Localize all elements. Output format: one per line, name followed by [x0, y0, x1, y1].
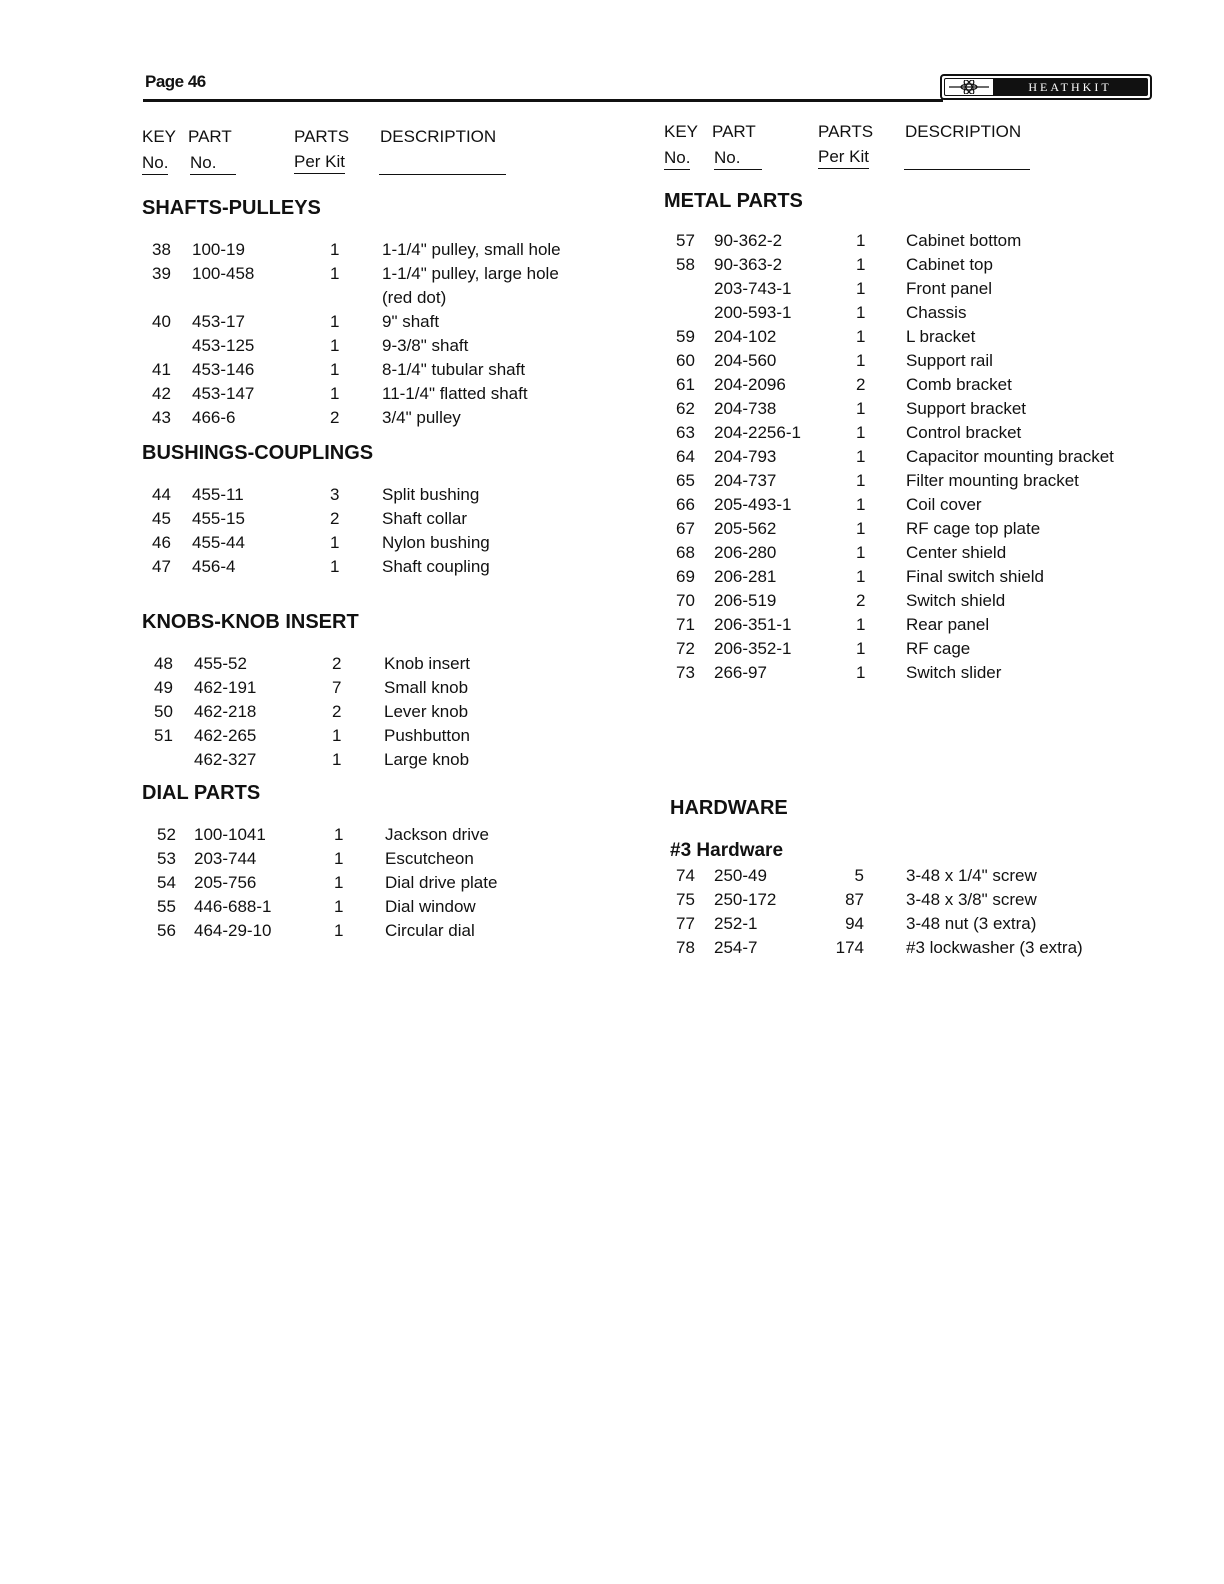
quantity: 2: [330, 509, 340, 528]
part-no: 453-125: [192, 336, 255, 355]
table-row: [142, 533, 642, 557]
table-row: [664, 327, 1164, 351]
key-no: 39: [152, 264, 171, 283]
quantity: 2: [332, 654, 342, 673]
bushings-table: [142, 485, 642, 581]
description: Cabinet bottom: [906, 231, 1022, 250]
description: 3/4" pulley: [382, 408, 461, 427]
header-part-no: No.: [714, 148, 762, 170]
key-no: 58: [676, 255, 695, 274]
description: RF cage top plate: [906, 519, 1041, 538]
metal-parts-table: [664, 231, 1164, 687]
key-no: 63: [676, 423, 695, 442]
section-title: DIAL PARTS: [142, 782, 261, 804]
part-no: 205-756: [194, 873, 257, 892]
description: 3-48 nut (3 extra): [906, 914, 1037, 933]
quantity: 1: [332, 750, 342, 769]
page-number: Page 46: [145, 72, 206, 91]
quantity: 2: [856, 375, 866, 394]
key-no: 74: [676, 866, 695, 885]
key-no: 61: [676, 375, 695, 394]
description: Rear panel: [906, 615, 990, 634]
part-no: 90-362-2: [714, 231, 783, 250]
header-key: KEY: [664, 122, 699, 141]
key-no: 52: [157, 825, 176, 844]
part-no: 100-19: [192, 240, 245, 259]
description: Front panel: [906, 279, 992, 298]
description: Switch shield: [906, 591, 1006, 610]
description: Nylon bushing: [382, 533, 490, 552]
column-header: [142, 125, 642, 185]
table-row: [142, 485, 642, 509]
key-no: 53: [157, 849, 176, 868]
key-no: 56: [157, 921, 176, 940]
quantity: 1: [856, 231, 866, 250]
description: Small knob: [384, 678, 469, 697]
key-no: 44: [152, 485, 171, 504]
part-no: 250-49: [714, 866, 767, 885]
part-no: 204-2256-1: [714, 423, 801, 442]
quantity: 1: [856, 351, 866, 370]
description: Knob insert: [384, 654, 470, 673]
quantity: 1: [330, 384, 340, 403]
key-no: 47: [152, 557, 171, 576]
quantity: 2: [332, 702, 342, 721]
header-key-no: No.: [142, 153, 168, 175]
description: Support rail: [906, 351, 993, 370]
description: Coil cover: [906, 495, 982, 514]
description: Pushbutton: [384, 726, 471, 745]
key-no: 70: [676, 591, 695, 610]
description: Shaft coupling: [382, 557, 490, 576]
part-no: 206-352-1: [714, 639, 792, 658]
key-no: 72: [676, 639, 695, 658]
quantity: 5: [854, 866, 864, 885]
key-no: 77: [676, 914, 695, 933]
quantity: 7: [332, 678, 342, 697]
part-no: 466-6: [192, 408, 236, 427]
part-no: 206-281: [714, 567, 777, 586]
quantity: 1: [330, 557, 340, 576]
table-row: [142, 557, 642, 581]
part-no: 464-29-10: [194, 921, 272, 940]
description: 3-48 x 1/4" screw: [906, 866, 1037, 885]
key-no: 62: [676, 399, 695, 418]
description: Comb bracket: [906, 375, 1012, 394]
quantity: 1: [334, 825, 344, 844]
quantity: 1: [332, 726, 342, 745]
header-key: KEY: [142, 127, 177, 146]
header-key-no: No.: [664, 148, 690, 170]
table-row: [664, 591, 1164, 615]
column-header: [664, 120, 1164, 180]
quantity: 2: [330, 408, 340, 427]
part-no: 455-15: [192, 509, 245, 528]
quantity: 3: [330, 485, 340, 504]
part-no: 204-738: [714, 399, 777, 418]
section-title: KNOBS-KNOB INSERT: [142, 611, 359, 633]
description: Filter mounting bracket: [906, 471, 1079, 490]
table-row: [142, 288, 642, 312]
header-rule: [143, 99, 943, 102]
header-part: PART: [188, 127, 232, 146]
quantity: 1: [330, 533, 340, 552]
table-row: [664, 495, 1164, 519]
table-row: [664, 303, 1164, 327]
key-no: 46: [152, 533, 171, 552]
table-row: [142, 312, 642, 336]
table-row: [664, 866, 1164, 890]
quantity: 1: [334, 921, 344, 940]
header-parts: PARTS: [818, 122, 874, 141]
quantity: 94: [845, 914, 864, 933]
table-row: [142, 825, 642, 849]
description: Lever knob: [384, 702, 469, 721]
part-no: 100-1041: [194, 825, 266, 844]
part-no: 205-562: [714, 519, 777, 538]
heathkit-logo: [940, 74, 1152, 100]
section-title: HARDWARE: [670, 797, 788, 819]
quantity: 1: [856, 519, 866, 538]
header-parts: PARTS: [294, 127, 350, 146]
table-row: [142, 240, 642, 264]
key-no: 51: [154, 726, 173, 745]
quantity: 1: [856, 303, 866, 322]
description: Large knob: [384, 750, 470, 769]
quantity: 2: [856, 591, 866, 610]
table-row: [664, 279, 1164, 303]
header-description-line: [379, 153, 506, 175]
header-description: DESCRIPTION: [905, 122, 1022, 141]
table-row: [142, 873, 642, 897]
description: #3 lockwasher (3 extra): [906, 938, 1083, 957]
table-row: [664, 255, 1164, 279]
description: Switch slider: [906, 663, 1002, 682]
table-row: [664, 423, 1164, 447]
quantity: 1: [856, 663, 866, 682]
key-no: 49: [154, 678, 173, 697]
quantity: 1: [856, 639, 866, 658]
table-row: [142, 654, 642, 678]
quantity: 1: [330, 360, 340, 379]
part-no: 455-11: [192, 485, 244, 504]
atom-icon: [945, 79, 993, 95]
part-no: 203-743-1: [714, 279, 792, 298]
table-row: [142, 408, 642, 432]
part-no: 266-97: [714, 663, 767, 682]
table-row: [664, 471, 1164, 495]
description: Capacitor mounting bracket: [906, 447, 1114, 466]
part-no: 204-793: [714, 447, 777, 466]
table-row: [142, 360, 642, 384]
part-no: 462-191: [194, 678, 257, 697]
part-no: 455-52: [194, 654, 247, 673]
key-no: 54: [157, 873, 176, 892]
table-row: [664, 519, 1164, 543]
table-row: [142, 726, 642, 750]
part-no: 204-2096: [714, 375, 786, 394]
table-row: [664, 375, 1164, 399]
description: Circular dial: [385, 921, 475, 940]
key-no: 75: [676, 890, 695, 909]
section-title: SHAFTS-PULLEYS: [142, 197, 321, 219]
part-no: 204-560: [714, 351, 777, 370]
table-row: [664, 639, 1164, 663]
key-no: 38: [152, 240, 171, 259]
hardware-table: [664, 866, 1164, 962]
table-row: [142, 897, 642, 921]
description: 9-3/8" shaft: [382, 336, 469, 355]
knobs-table: [142, 654, 642, 774]
header-per-kit: Per Kit: [818, 147, 869, 169]
description: Split bushing: [382, 485, 480, 504]
description: Shaft collar: [382, 509, 468, 528]
quantity: 1: [856, 399, 866, 418]
table-row: [664, 447, 1164, 471]
right-column: [664, 120, 1164, 962]
key-no: 67: [676, 519, 695, 538]
description: Final switch shield: [906, 567, 1044, 586]
quantity: 1: [330, 264, 340, 283]
table-row: [142, 336, 642, 360]
key-no: 69: [676, 567, 695, 586]
quantity: 1: [856, 615, 866, 634]
key-no: 40: [152, 312, 171, 331]
key-no: 65: [676, 471, 695, 490]
key-no: 78: [676, 938, 695, 957]
key-no: 60: [676, 351, 695, 370]
section-title: BUSHINGS-COUPLINGS: [142, 442, 374, 464]
shafts-table: [142, 240, 642, 432]
key-no: 64: [676, 447, 695, 466]
table-row: [142, 509, 642, 533]
quantity: 1: [856, 279, 866, 298]
description: L bracket: [906, 327, 976, 346]
quantity: 1: [856, 495, 866, 514]
part-no: 462-218: [194, 702, 257, 721]
part-no: 462-327: [194, 750, 257, 769]
section-subtitle: #3 Hardware: [670, 840, 784, 861]
description: Control bracket: [906, 423, 1022, 442]
header-per-kit: Per Kit: [294, 152, 345, 174]
description: 1-1/4" pulley, small hole: [382, 240, 561, 259]
description: Chassis: [906, 303, 967, 322]
key-no: 42: [152, 384, 171, 403]
part-no: 100-458: [192, 264, 255, 283]
table-row: [664, 914, 1164, 938]
section-title: METAL PARTS: [664, 190, 803, 212]
description: 3-48 x 3/8" screw: [906, 890, 1037, 909]
dial-table: [142, 825, 642, 945]
description: Center shield: [906, 543, 1007, 562]
part-no: 250-172: [714, 890, 777, 909]
description: Dial drive plate: [385, 873, 498, 892]
table-row: [142, 849, 642, 873]
table-row: [664, 890, 1164, 914]
description: Support bracket: [906, 399, 1027, 418]
table-row: [664, 351, 1164, 375]
part-no: 456-4: [192, 557, 236, 576]
description: (red dot): [382, 288, 447, 307]
table-row: [664, 663, 1164, 687]
part-no: 90-363-2: [714, 255, 783, 274]
header-part: PART: [712, 122, 756, 141]
part-no: 254-7: [714, 938, 758, 957]
description: 11-1/4" flatted shaft: [382, 384, 528, 403]
quantity: 1: [856, 567, 866, 586]
part-no: 462-265: [194, 726, 257, 745]
quantity: 87: [845, 890, 864, 909]
quantity: 1: [856, 255, 866, 274]
part-no: 204-737: [714, 471, 777, 490]
part-no: 206-351-1: [714, 615, 792, 634]
part-no: 204-102: [714, 327, 777, 346]
description: 1-1/4" pulley, large hole: [382, 264, 559, 283]
part-no: 205-493-1: [714, 495, 792, 514]
part-no: 453-147: [192, 384, 255, 403]
key-no: 43: [152, 408, 171, 427]
description: Escutcheon: [385, 849, 474, 868]
header-description: DESCRIPTION: [380, 127, 497, 146]
description: Cabinet top: [906, 255, 993, 274]
header-part-no: No.: [190, 153, 236, 175]
part-no: 453-146: [192, 360, 255, 379]
key-no: 66: [676, 495, 695, 514]
table-row: [142, 264, 642, 288]
key-no: 57: [676, 231, 695, 250]
quantity: 1: [330, 336, 340, 355]
key-no: 73: [676, 663, 695, 682]
quantity: 1: [334, 897, 344, 916]
table-row: [142, 702, 642, 726]
table-row: [664, 615, 1164, 639]
key-no: 45: [152, 509, 171, 528]
quantity: 1: [856, 423, 866, 442]
description: 8-1/4" tubular shaft: [382, 360, 526, 379]
table-row: [664, 938, 1164, 962]
table-row: [142, 921, 642, 945]
table-row: [664, 399, 1164, 423]
quantity: 1: [330, 240, 340, 259]
key-no: 41: [152, 360, 171, 379]
quantity: 1: [856, 447, 866, 466]
quantity: 1: [334, 849, 344, 868]
description: RF cage: [906, 639, 971, 658]
table-row: [142, 678, 642, 702]
header-description-line: [904, 148, 1030, 170]
quantity: 1: [856, 327, 866, 346]
part-no: 206-519: [714, 591, 777, 610]
quantity: 1: [334, 873, 344, 892]
description: Jackson drive: [385, 825, 489, 844]
key-no: 59: [676, 327, 695, 346]
part-no: 203-744: [194, 849, 257, 868]
table-row: [142, 750, 642, 774]
quantity: 1: [330, 312, 340, 331]
key-no: 50: [154, 702, 173, 721]
description: 9" shaft: [382, 312, 440, 331]
quantity: 174: [835, 938, 864, 957]
part-no: 455-44: [192, 533, 245, 552]
table-row: [664, 231, 1164, 255]
key-no: 48: [154, 654, 173, 673]
key-no: 68: [676, 543, 695, 562]
part-no: 206-280: [714, 543, 777, 562]
table-row: [664, 567, 1164, 591]
table-row: [664, 543, 1164, 567]
part-no: 453-17: [192, 312, 245, 331]
part-no: 200-593-1: [714, 303, 792, 322]
left-column: [142, 125, 642, 945]
quantity: 1: [856, 471, 866, 490]
part-no: 446-688-1: [194, 897, 272, 916]
logo-text: HEATHKIT: [993, 79, 1147, 95]
key-no: 55: [157, 897, 176, 916]
description: Dial window: [385, 897, 476, 916]
part-no: 252-1: [714, 914, 758, 933]
table-row: [142, 384, 642, 408]
key-no: 71: [676, 615, 695, 634]
quantity: 1: [856, 543, 866, 562]
